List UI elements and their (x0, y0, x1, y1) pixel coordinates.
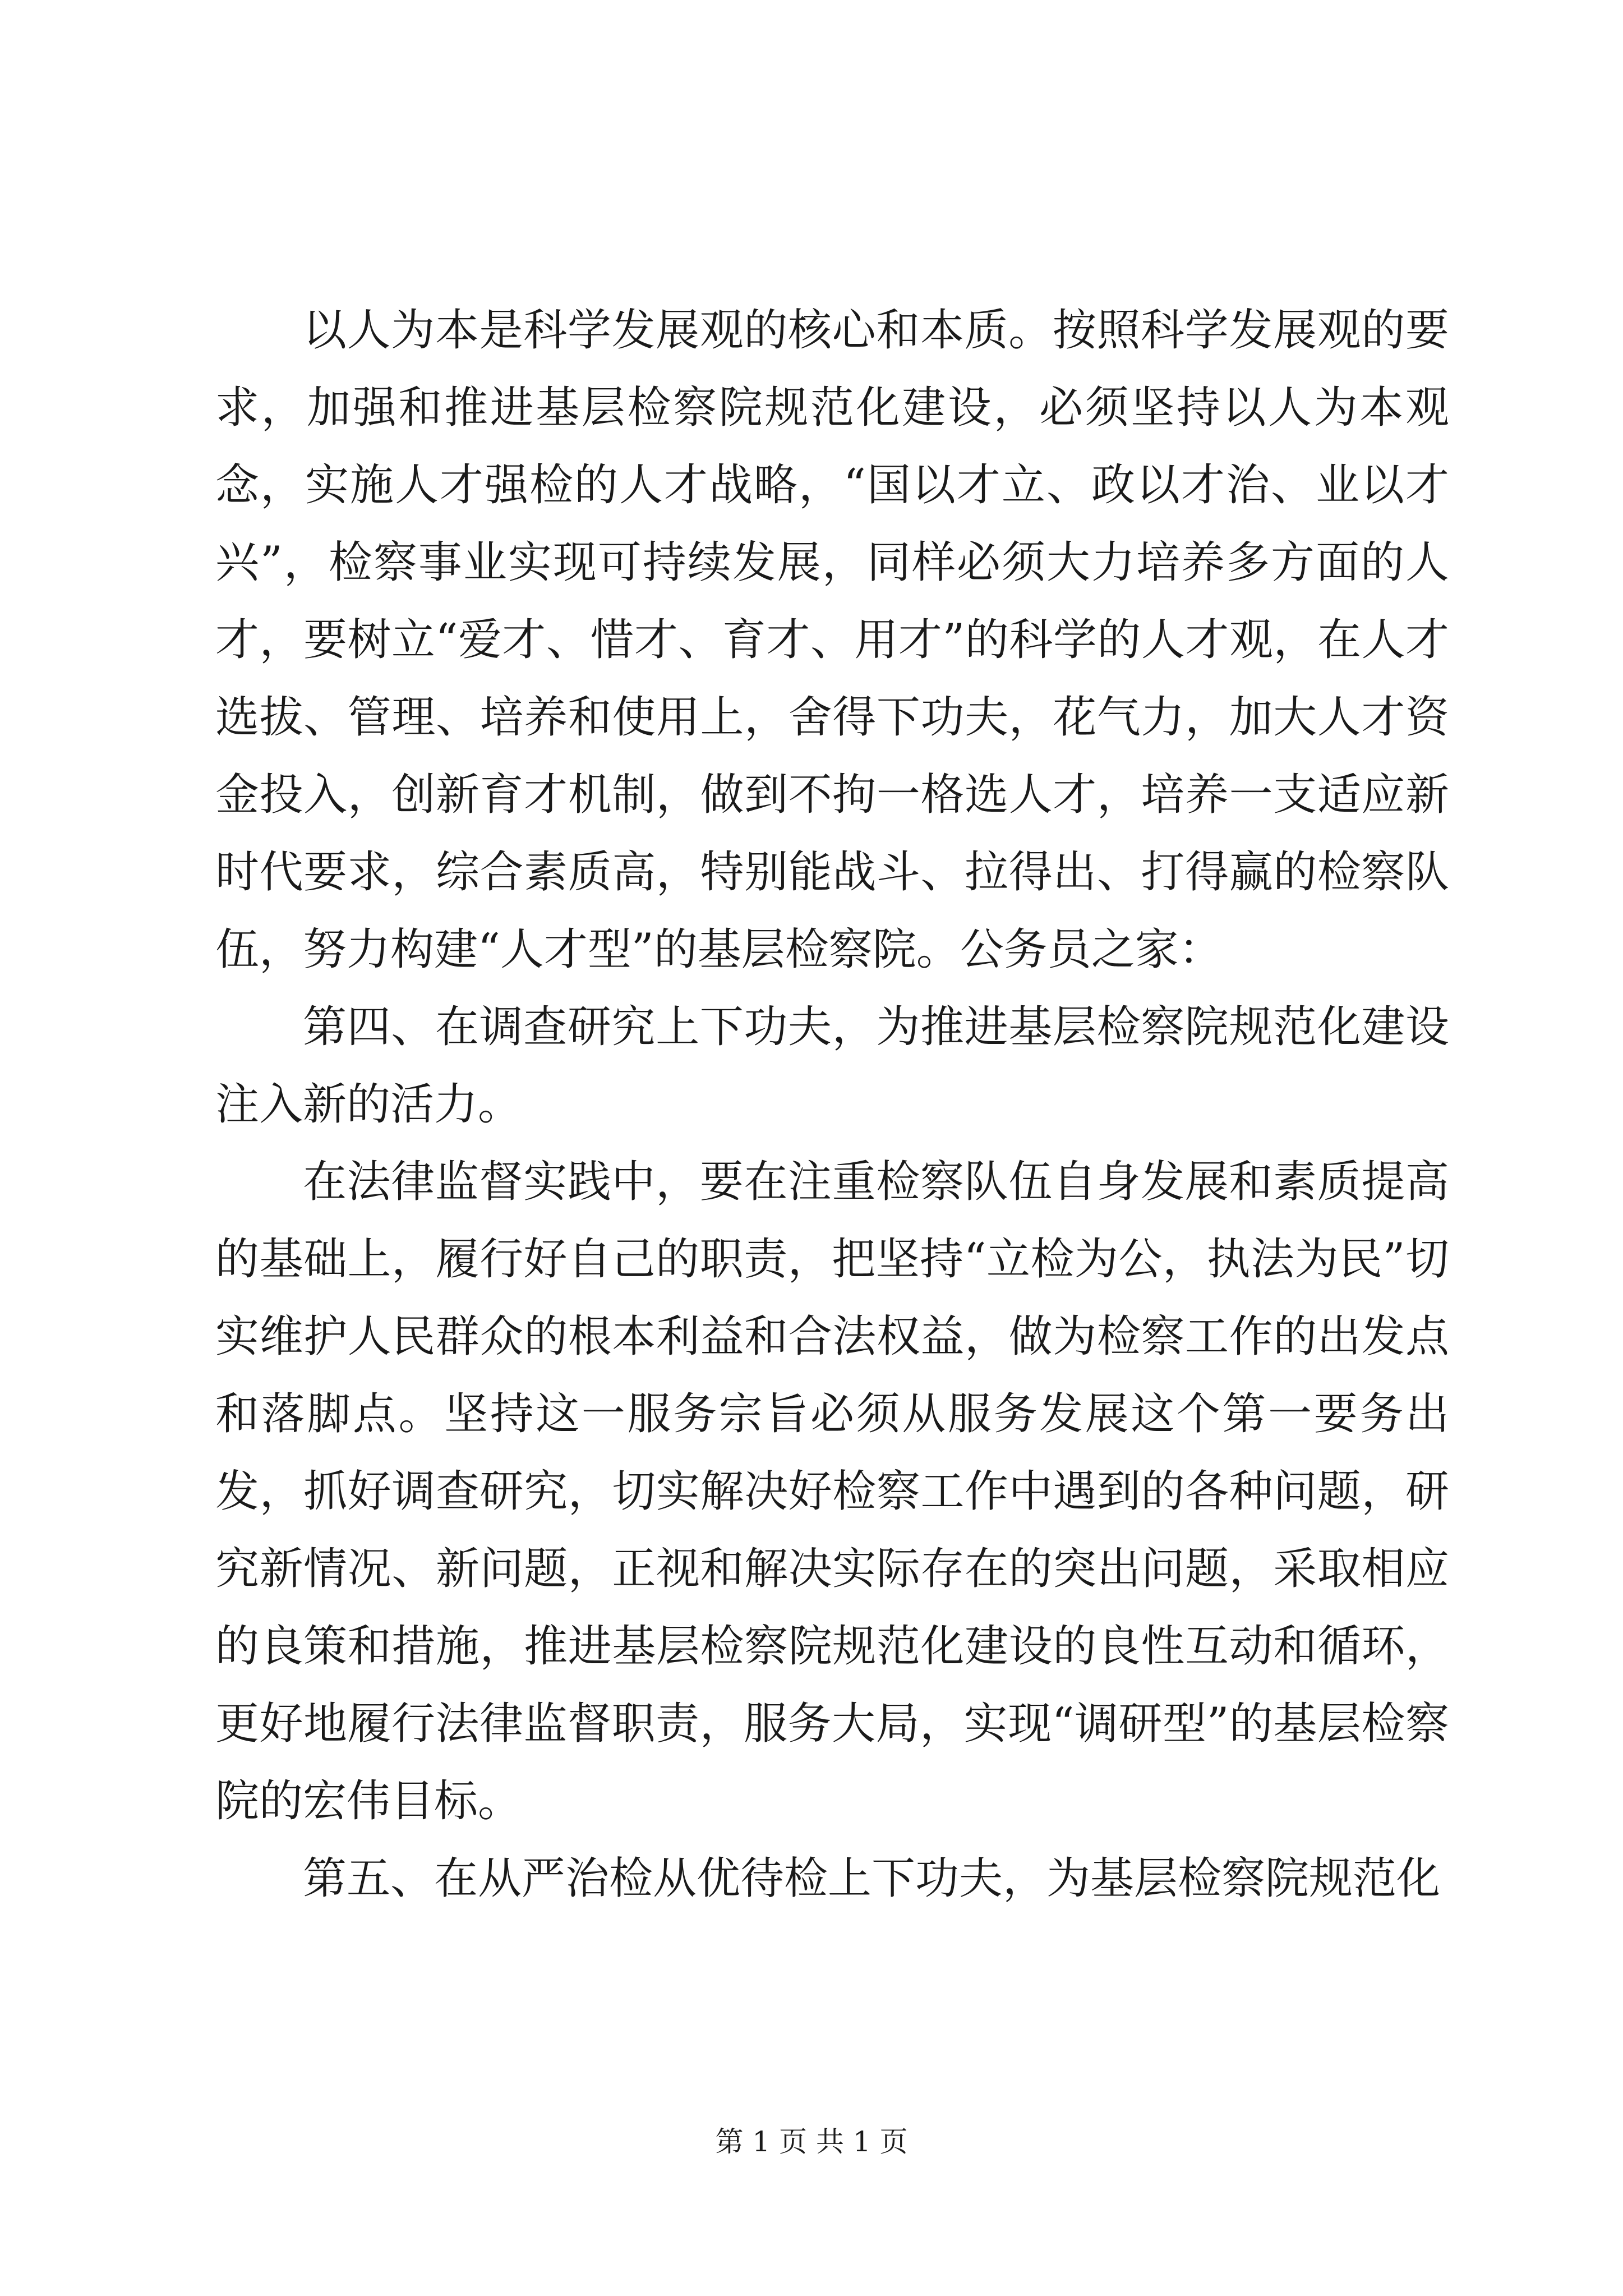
paragraph-section-five-heading: 第五、在从严治检从优待检上下功夫，为基层检察院规范化 (303, 1853, 1441, 1904)
document-body (215, 292, 1449, 1917)
paragraph-people-oriented: 以人为本是科学发展观的核心和本质。按照科学发展观的要求，加强和推进基层检察院规范化建设，必须坚持以人为本观念，实施人才强检的人才战略，“国以才立、政以才治、业以才兴”，检察事业实现可持续发展，同样必须大力培养多方面的人才，要树立“爱才、惜才、育才、用才”的科学的人才观，在人才选拔、管理、培养和使用上，舍得下功夫，花气力，加大人才资金投入，创新育才机制，做到不拘一格选人才，培养一支适应新时代要求，综合素质高，特别能战斗、拉得出、打得赢的检察队伍，努力构建“人才型”的基层检察院。公务员之家： (215, 305, 1449, 975)
paragraph-legal-supervision: 在法律监督实践中，要在注重检察队伍自身发展和素质提高的基础上，履行好自己的职责，把坚持“立检为公，执法为民”切实维护人民群众的根本利益和合法权益，做为检察工作的出发点和落脚点。坚持这一服务宗旨必须从服务发展这个第一要务出发，抓好调查研究，切实解决好检察工作中遇到的各种问题，研究新情况、新问题，正视和解决实际存在的突出问题，采取相应的良策和措施，推进基层检察院规范化建设的良性互动和循环，更好地履行法律监督职责，服务大局，实现“调研型”的基层检察院的宏伟目标。 (215, 1157, 1449, 1826)
paragraph-section-four-heading: 第四、在调查研究上下功夫，为推进基层检察院规范化建设注入新的活力。 (215, 1002, 1449, 1130)
page-footer: 第 1 页 共 1 页 (715, 2125, 908, 2158)
